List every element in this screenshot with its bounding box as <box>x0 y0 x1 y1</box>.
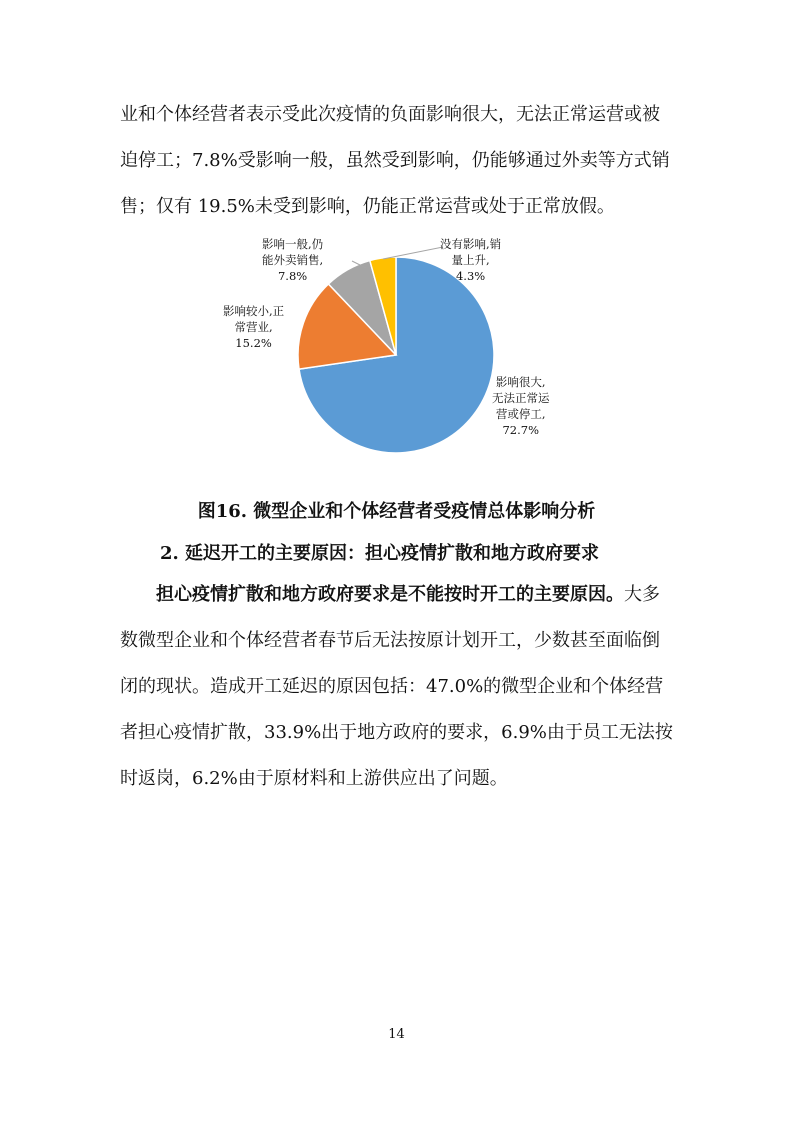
paragraph-line: 数微型企业和个体经营者春节后无法按原计划开工，少数甚至面临倒 <box>120 630 660 651</box>
label-line: 影响较小,正 <box>223 304 285 318</box>
slice-label-none <box>440 236 501 284</box>
paragraph-first-line <box>120 572 676 618</box>
leader-line-none <box>383 247 443 259</box>
label-line: 影响很大, <box>495 375 546 389</box>
label-line: 15.2% <box>235 336 272 350</box>
paragraph-line: 售；仅有 19.5%未受到影响，仍能正常运营或处于正常放假。 <box>120 196 615 217</box>
slice-label-moderate <box>262 236 323 284</box>
lead-rest: 大多 <box>624 584 660 605</box>
pie-slices <box>298 257 494 453</box>
paragraph-line: 时返岗，6.2%由于原材料和上游供应出了问题。 <box>120 768 508 789</box>
top-paragraph <box>120 92 676 230</box>
label-line: 影响一般,仍 <box>262 237 324 251</box>
bold-lead: 担心疫情扩散和地方政府要求是不能按时开工的主要原因。 <box>156 584 624 605</box>
label-line: 72.7% <box>502 423 540 437</box>
label-line: 没有影响,销 <box>440 237 502 251</box>
paragraph-line: 闭的现状。造成开工延迟的原因包括：47.0%的微型企业和个体经营 <box>120 676 664 697</box>
body-paragraph <box>120 572 676 802</box>
paragraph-line: 业和个体经营者表示受此次疫情的负面影响很大，无法正常运营或被 <box>120 104 660 125</box>
pie-chart <box>0 225 793 490</box>
label-line: 无法正常运 <box>492 391 550 405</box>
figure-caption: 图16. 微型企业和个体经营者受疫情总体影响分析 <box>197 501 596 522</box>
slice-label-large <box>492 374 550 438</box>
label-line: 量上升, <box>451 253 490 267</box>
paragraph-line: 迫停工；7.8%受影响一般，虽然受到影响，仍能够通过外卖等方式销 <box>120 150 670 171</box>
label-line: 7.8% <box>277 269 308 283</box>
label-line: 营或停工, <box>495 407 546 421</box>
label-line: 4.3% <box>455 269 486 283</box>
paragraph-line: 者担心疫情扩散，33.9%出于地方政府的要求，6.9%由于员工无法按 <box>120 722 673 743</box>
slice-label-small <box>223 303 284 351</box>
label-line: 常营业, <box>234 320 273 334</box>
page-number: 14 <box>388 1027 405 1042</box>
label-line: 能外卖销售, <box>262 253 324 267</box>
section-heading: 2. 延迟开工的主要原因：担心疫情扩散和地方政府要求 <box>160 543 600 564</box>
